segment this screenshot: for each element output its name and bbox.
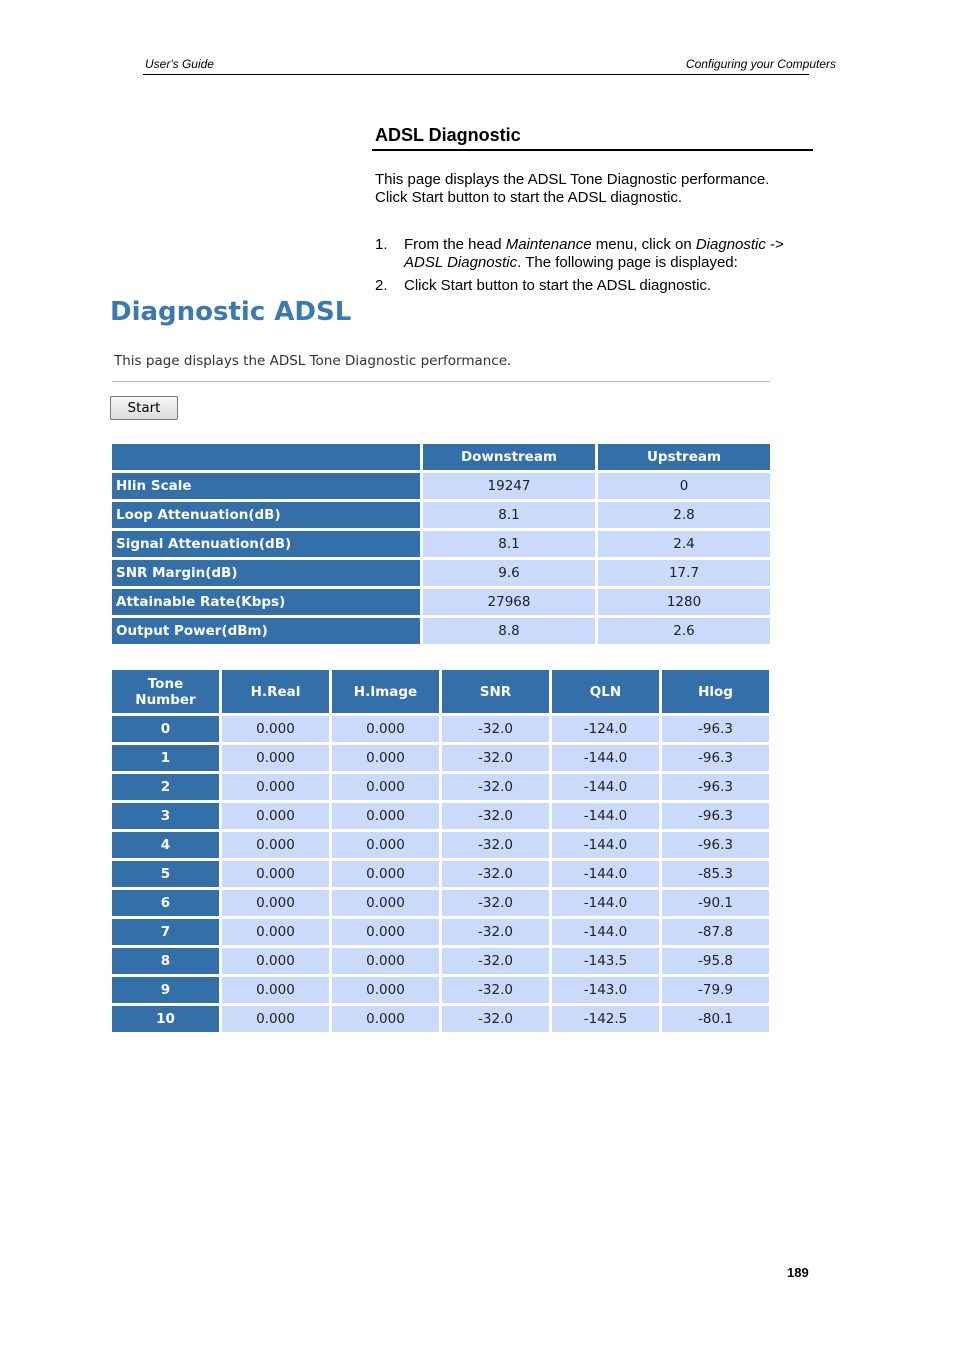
- section-title: ADSL Diagnostic: [375, 125, 521, 145]
- tone-number: 2: [112, 774, 219, 800]
- table-row: [112, 618, 770, 644]
- himage-value: 0.000: [332, 861, 439, 887]
- downstream-value: 8.8: [423, 618, 595, 644]
- tone-number: 9: [112, 977, 219, 1003]
- tone-number: 1: [112, 745, 219, 771]
- hreal-value: 0.000: [222, 803, 329, 829]
- qln-value: -144.0: [552, 745, 659, 771]
- upstream-value: 17.7: [598, 560, 770, 586]
- step-text: Click Start button to start the ADSL diagnostic.: [404, 277, 712, 294]
- tone-table: [109, 667, 772, 1035]
- qln-value: -144.0: [552, 832, 659, 858]
- screen-description: This page displays the ADSL Tone Diagnostic performance.: [114, 353, 512, 369]
- snr-value: -32.0: [442, 832, 549, 858]
- tone-number: 4: [112, 832, 219, 858]
- himage-value: 0.000: [332, 919, 439, 945]
- hreal-value: 0.000: [222, 1006, 329, 1032]
- table-row: [112, 1006, 769, 1032]
- step-2: [375, 277, 815, 295]
- himage-value: 0.000: [332, 948, 439, 974]
- himage-value: 0.000: [332, 832, 439, 858]
- snr-value: -32.0: [442, 861, 549, 887]
- qln-value: -142.5: [552, 1006, 659, 1032]
- qln-value: -144.0: [552, 774, 659, 800]
- summary-header-blank: [112, 444, 420, 470]
- table-row: [112, 589, 770, 615]
- summary-header-downstream: Downstream: [423, 444, 595, 470]
- step-text: From the head Maintenance menu, click on Diagnostic -> ADSL Diagnostic. The following page is displayed:: [404, 236, 784, 271]
- hlog-value: -96.3: [662, 803, 769, 829]
- tone-header-himage: H.Image: [332, 670, 439, 713]
- snr-value: -32.0: [442, 716, 549, 742]
- hreal-value: 0.000: [222, 832, 329, 858]
- table-row: [112, 948, 769, 974]
- snr-value: -32.0: [442, 803, 549, 829]
- tone-number: 7: [112, 919, 219, 945]
- table-row: [112, 774, 769, 800]
- qln-value: -143.0: [552, 977, 659, 1003]
- qln-value: -144.0: [552, 890, 659, 916]
- hlog-value: -96.3: [662, 716, 769, 742]
- row-label: Signal Attenuation(dB): [112, 531, 420, 557]
- step-1: [375, 236, 815, 272]
- row-label: Output Power(dBm): [112, 618, 420, 644]
- snr-value: -32.0: [442, 948, 549, 974]
- hreal-value: 0.000: [222, 948, 329, 974]
- table-row: [112, 745, 769, 771]
- hreal-value: 0.000: [222, 745, 329, 771]
- row-label: Loop Attenuation(dB): [112, 502, 420, 528]
- table-row: [112, 560, 770, 586]
- tone-number: 0: [112, 716, 219, 742]
- summary-table: [109, 441, 773, 647]
- step-number: 2.: [375, 277, 388, 294]
- hreal-value: 0.000: [222, 861, 329, 887]
- snr-value: -32.0: [442, 745, 549, 771]
- table-row: [112, 832, 769, 858]
- page-number: 189: [787, 1265, 809, 1280]
- qln-value: -144.0: [552, 803, 659, 829]
- tone-number: 5: [112, 861, 219, 887]
- start-button[interactable]: Start: [110, 396, 178, 420]
- tone-header-qln: QLN: [552, 670, 659, 713]
- himage-value: 0.000: [332, 890, 439, 916]
- screen-title: Diagnostic ADSL: [110, 297, 352, 327]
- tone-header-number: Tone Number: [112, 670, 219, 713]
- hlog-value: -85.3: [662, 861, 769, 887]
- downstream-value: 27968: [423, 589, 595, 615]
- downstream-value: 9.6: [423, 560, 595, 586]
- steps-list: [375, 236, 815, 300]
- himage-value: 0.000: [332, 745, 439, 771]
- row-label: Hlin Scale: [112, 473, 420, 499]
- tone-header-hlog: Hlog: [662, 670, 769, 713]
- hreal-value: 0.000: [222, 774, 329, 800]
- intro-line-1: This page displays the ADSL Tone Diagnostic performance.: [375, 171, 770, 188]
- snr-value: -32.0: [442, 890, 549, 916]
- snr-value: -32.0: [442, 919, 549, 945]
- table-row: [112, 919, 769, 945]
- himage-value: 0.000: [332, 977, 439, 1003]
- snr-value: -32.0: [442, 774, 549, 800]
- table-row: [112, 531, 770, 557]
- himage-value: 0.000: [332, 803, 439, 829]
- hlog-value: -80.1: [662, 1006, 769, 1032]
- step-number: 1.: [375, 236, 388, 253]
- hlog-value: -95.8: [662, 948, 769, 974]
- himage-value: 0.000: [332, 1006, 439, 1032]
- qln-value: -144.0: [552, 919, 659, 945]
- himage-value: 0.000: [332, 774, 439, 800]
- upstream-value: 0: [598, 473, 770, 499]
- table-row: [112, 977, 769, 1003]
- qln-value: -143.5: [552, 948, 659, 974]
- table-row: [112, 803, 769, 829]
- running-header-right: Configuring your Computers: [685, 57, 836, 71]
- hlog-value: -96.3: [662, 774, 769, 800]
- hlog-value: -90.1: [662, 890, 769, 916]
- snr-value: -32.0: [442, 1006, 549, 1032]
- tone-header-hreal: H.Real: [222, 670, 329, 713]
- row-label: Attainable Rate(Kbps): [112, 589, 420, 615]
- upstream-value: 1280: [598, 589, 770, 615]
- upstream-value: 2.6: [598, 618, 770, 644]
- tone-number: 10: [112, 1006, 219, 1032]
- intro-line-2: Click Start button to start the ADSL diagnostic.: [375, 189, 683, 206]
- qln-value: -144.0: [552, 861, 659, 887]
- table-row: [112, 861, 769, 887]
- downstream-value: 8.1: [423, 531, 595, 557]
- running-header-left: User's Guide: [145, 57, 214, 71]
- downstream-value: 8.1: [423, 502, 595, 528]
- section-rule: [372, 149, 813, 151]
- table-row: [112, 890, 769, 916]
- tone-number: 6: [112, 890, 219, 916]
- screen-divider: [112, 381, 770, 382]
- hreal-value: 0.000: [222, 919, 329, 945]
- summary-header-upstream: Upstream: [598, 444, 770, 470]
- upstream-value: 2.8: [598, 502, 770, 528]
- hreal-value: 0.000: [222, 890, 329, 916]
- downstream-value: 19247: [423, 473, 595, 499]
- hreal-value: 0.000: [222, 977, 329, 1003]
- header-rule: [143, 74, 809, 75]
- hlog-value: -96.3: [662, 832, 769, 858]
- hlog-value: -79.9: [662, 977, 769, 1003]
- table-row: [112, 716, 769, 742]
- himage-value: 0.000: [332, 716, 439, 742]
- upstream-value: 2.4: [598, 531, 770, 557]
- table-row: [112, 473, 770, 499]
- hreal-value: 0.000: [222, 716, 329, 742]
- hlog-value: -87.8: [662, 919, 769, 945]
- snr-value: -32.0: [442, 977, 549, 1003]
- row-label: SNR Margin(dB): [112, 560, 420, 586]
- tone-number: 3: [112, 803, 219, 829]
- qln-value: -124.0: [552, 716, 659, 742]
- tone-header-snr: SNR: [442, 670, 549, 713]
- hlog-value: -96.3: [662, 745, 769, 771]
- section-intro: [375, 171, 815, 207]
- tone-number: 8: [112, 948, 219, 974]
- table-row: [112, 502, 770, 528]
